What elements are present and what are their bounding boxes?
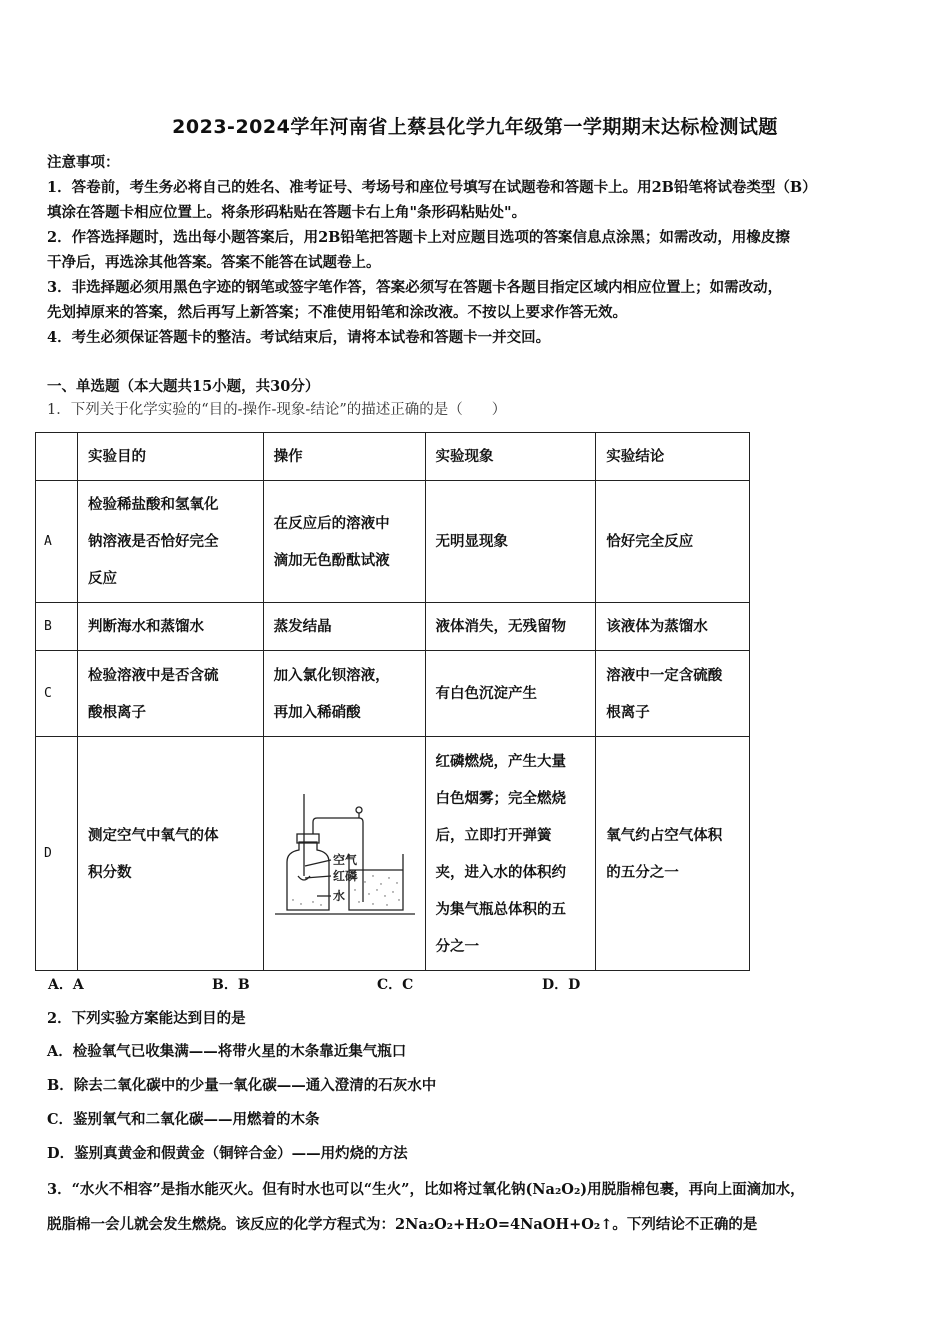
table-header-row xyxy=(36,433,750,481)
question-3-stem-line: 脱脂棉一会儿就会发生燃烧。该反应的化学方程式为：2Na₂O₂+H₂O=4NaOH+O₂↑。下列结论不正确的是 xyxy=(47,1216,758,1233)
cell-line: 在反应后的溶液中 xyxy=(273,514,390,532)
cell-line: 该液体为蒸馏水 xyxy=(606,618,708,635)
question-2-option: D．鉴别真黄金和假黄金（铜锌合金）——用灼烧的方法 xyxy=(47,1145,408,1162)
cell-line: 液体消失，无残留物 xyxy=(435,618,567,635)
table-header: 操作 xyxy=(263,433,425,481)
cell-line: 酸根离子 xyxy=(87,703,146,721)
question-1-stem: 1．下列关于化学实验的“目的-操作-现象-结论”的描述正确的是（ ） xyxy=(47,402,507,418)
cell-line: 蒸发结晶 xyxy=(273,618,332,635)
question-2-option: A．检验氧气已收集满——将带火星的木条靠近集气瓶口 xyxy=(47,1043,407,1060)
cell-line: 夹，进入水的体积约 xyxy=(435,863,567,881)
table-cell xyxy=(263,603,425,651)
table-cell xyxy=(425,737,596,971)
cell-line: 根离子 xyxy=(606,703,650,721)
cell-line: 滴加无色酚酞试液 xyxy=(273,551,390,569)
table-cell xyxy=(77,651,263,737)
label-phosphorus: 红磷 xyxy=(333,868,358,883)
table-cell xyxy=(263,651,425,737)
table-cell xyxy=(596,651,750,737)
table-cell xyxy=(77,737,263,971)
notice-line: 2．作答选择题时，选出每小题答案后，用2B铅笔把答题卡上对应题目选项的答案信息点涂黑；如需改动，用橡皮擦 xyxy=(47,229,790,246)
notice-line: 干净后，再选涂其他答案。答案不能答在试题卷上。 xyxy=(47,254,381,271)
table-header: 实验结论 xyxy=(596,433,750,481)
question-3-stem-line: 3．“水火不相容”是指水能灭火。但有时水也可以“生火”，比如将过氧化钠(Na₂O₂)用脱脂棉包裹，再向上面滴加水， xyxy=(47,1181,805,1198)
table-cell xyxy=(425,481,596,603)
table-cell xyxy=(596,603,750,651)
notice-heading: 注意事项： xyxy=(47,154,120,171)
table-row xyxy=(36,481,750,603)
page-title: 2023-2024学年河南省上蔡县化学九年级第一学期期末达标检测试题 xyxy=(172,116,778,138)
option-label: C xyxy=(36,651,78,737)
section-heading: 一、单选题（本大题共15小题，共30分） xyxy=(47,378,320,395)
notice-line: 4．考生必须保证答题卡的整洁。考试结束后，请将本试卷和答题卡一并交回。 xyxy=(47,329,551,346)
cell-line: 红磷燃烧，产生大量 xyxy=(435,752,567,770)
option-label: A xyxy=(36,481,78,603)
cell-line: 为集气瓶总体积的五 xyxy=(435,900,567,918)
table-row xyxy=(36,603,750,651)
question-2-stem: 2．下列实验方案能达到目的是 xyxy=(47,1010,246,1027)
table-cell xyxy=(425,651,596,737)
cell-line: 检验稀盐酸和氢氧化 xyxy=(87,496,219,513)
cell-line: 有白色沉淀产生 xyxy=(435,685,538,702)
cell-line: 积分数 xyxy=(87,863,132,881)
apparatus-diagram xyxy=(269,784,419,924)
table-cell xyxy=(77,481,263,603)
cell-line: 白色烟雾；完全燃烧 xyxy=(435,789,567,807)
table-cell xyxy=(425,603,596,651)
table-header: 实验目的 xyxy=(77,433,263,481)
option-label: B xyxy=(36,603,78,651)
notice-line: 填涂在答题卡相应位置上。将条形码粘贴在答题卡右上角"条形码粘贴处"。 xyxy=(47,204,527,221)
choice-d: D．D xyxy=(542,977,581,993)
cell-line: 溶液中一定含硫酸 xyxy=(606,666,723,684)
cell-line: 检验溶液中是否含硫 xyxy=(87,666,219,684)
table-row xyxy=(36,651,750,737)
cell-line: 恰好完全反应 xyxy=(606,533,694,550)
experiment-table xyxy=(35,432,750,971)
cell-line: 反应 xyxy=(87,570,117,587)
label-water: 水 xyxy=(333,888,346,903)
table-row xyxy=(36,737,750,971)
cell-line: 无明显现象 xyxy=(435,533,509,550)
notice-line: 先划掉原来的答案，然后再写上新答案；不准使用铅笔和涂改液。不按以上要求作答无效。 xyxy=(47,304,627,321)
table-cell xyxy=(77,603,263,651)
choice-a: A．A xyxy=(48,977,84,993)
choice-c: C．C xyxy=(377,977,414,993)
cell-line: 分之一 xyxy=(435,937,480,955)
apparatus-cell xyxy=(263,737,425,971)
label-air: 空气 xyxy=(333,852,358,867)
cell-line: 的五分之一 xyxy=(606,863,679,881)
cell-line: 再加入稀硝酸 xyxy=(273,703,361,721)
table-cell xyxy=(596,481,750,603)
notice-line: 3．非选择题必须用黑色字迹的钢笔或签字笔作答，答案必须写在答题卡各题目指定区域内相应位置上；如需改动， xyxy=(47,279,783,296)
question-2-option: C．鉴别氧气和二氧化碳——用燃着的木条 xyxy=(47,1111,320,1128)
cell-line: 氧气约占空气体积 xyxy=(606,826,723,844)
cell-line: 钠溶液是否恰好完全 xyxy=(87,533,219,550)
table-cell xyxy=(596,737,750,971)
notice-line: 1．答卷前，考生务必将自己的姓名、准考证号、考场号和座位号填写在试题卷和答题卡上。用2B铅笔将试卷类型（B） xyxy=(47,179,817,196)
choice-b: B．B xyxy=(212,977,250,993)
question-2-option: B．除去二氧化碳中的少量一氧化碳——通入澄清的石灰水中 xyxy=(47,1077,437,1094)
cell-line: 判断海水和蒸馏水 xyxy=(87,618,204,635)
table-corner-cell xyxy=(36,433,78,481)
cell-line: 加入氯化钡溶液， xyxy=(273,666,390,684)
option-label: D xyxy=(36,737,78,971)
table-header: 实验现象 xyxy=(425,433,596,481)
cell-line: 测定空气中氧气的体 xyxy=(87,826,219,844)
cell-line: 后，立即打开弹簧 xyxy=(435,826,552,844)
table-cell xyxy=(263,481,425,603)
